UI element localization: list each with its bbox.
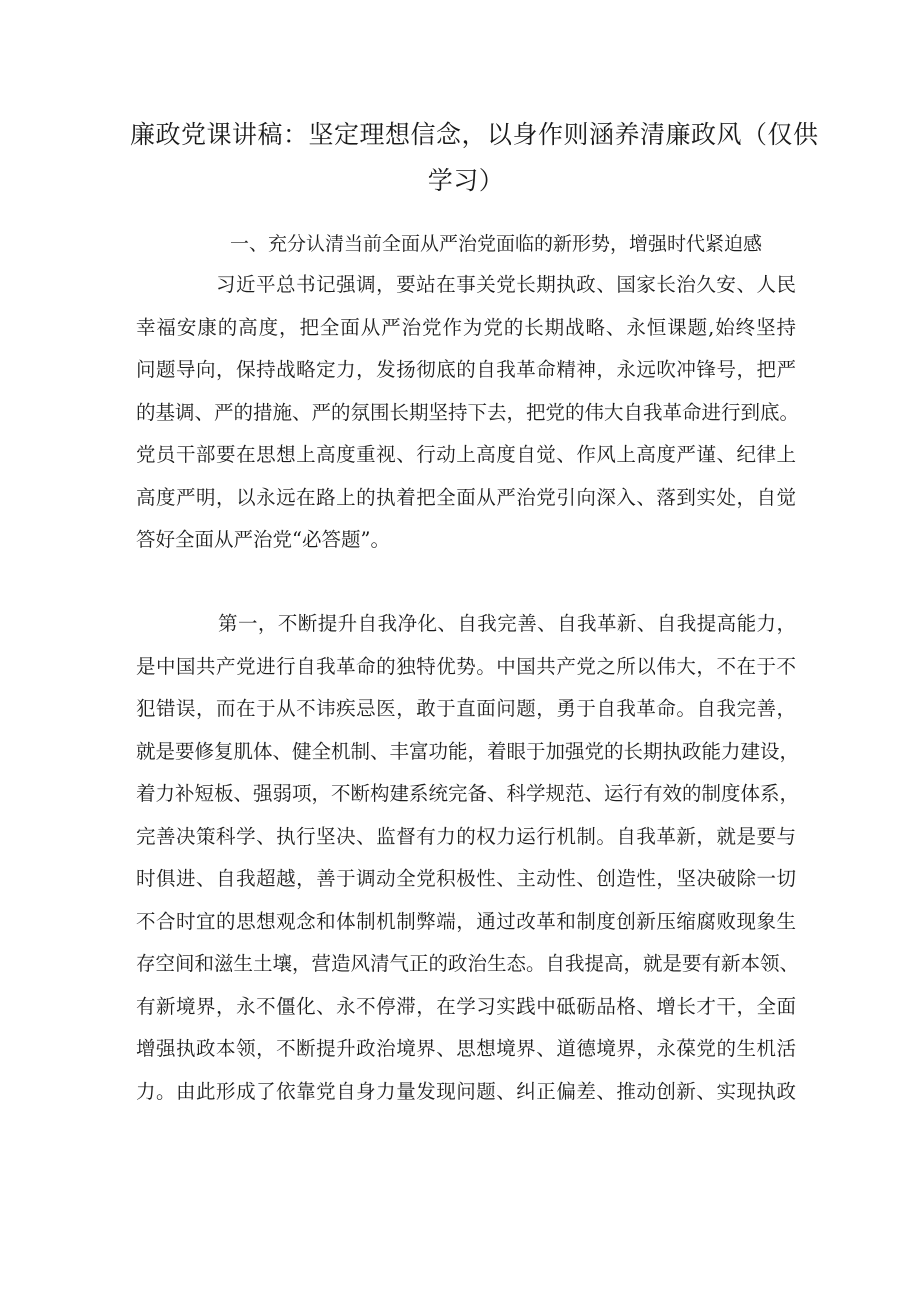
paragraph-line: 有新境界，永不僵化、永不停滞，在学习实践中砥砺品格、增长才干，全面 xyxy=(136,994,796,1018)
paragraph-line: 高度严明，以永远在路上的执着把全面从严治党引向深入、落到实处，自觉 xyxy=(136,485,796,509)
paragraph-line: 力。由此形成了依靠党自身力量发现问题、纠正偏差、推动创新、实现执政 xyxy=(136,1079,796,1103)
paragraph-line: 着力补短板、强弱项，不断构建系统完备、科学规范、运行有效的制度体系， xyxy=(136,782,800,805)
section-heading: 一、充分认清当前全面从严治党面临的新形势，增强时代紧迫感 xyxy=(230,233,763,255)
paragraph-1 xyxy=(136,264,800,562)
document-title xyxy=(130,112,819,204)
paragraph-line: 第一，不断提升自我净化、自我完善、自我革新、自我提高能力， xyxy=(218,612,796,635)
paragraph-line: 答好全面从严治党“必答题”。 xyxy=(136,528,390,551)
title-line: 学习） xyxy=(427,166,505,195)
paragraph-line: 幸福安康的高度，把全面从严治党作为党的长期战略、永恒课题,始终坚持 xyxy=(136,315,796,339)
paragraph-line: 习近平总书记强调，要站在事关党长期执政、国家长治久安、人民 xyxy=(216,273,796,296)
paragraph-2 xyxy=(136,603,800,1113)
paragraph-line: 时俱进、自我超越，善于调动全党积极性、主动性、创造性，坚决破除一切 xyxy=(136,867,796,890)
paragraph-line: 是中国共产党进行自我革命的独特优势。中国共产党之所以伟大，不在于不 xyxy=(136,654,796,678)
paragraph-line: 党员干部要在思想上高度重视、行动上高度自觉、作风上高度严谨、纪律上 xyxy=(136,443,796,466)
paragraph-line: 的基调、严的措施、严的氛围长期坚持下去，把党的伟大自我革命进行到底。 xyxy=(136,400,800,424)
paragraph-line: 不合时宜的思想观念和体制机制弊端，通过改革和制度创新压缩腐败现象生 xyxy=(136,909,796,933)
paragraph-line: 就是要修复肌体、健全机制、丰富功能，着眼于加强党的长期执政能力建设， xyxy=(136,739,800,763)
paragraph-line: 问题导向，保持战略定力，发扬彻底的自我革命精神，永远吹冲锋号，把严 xyxy=(136,358,796,381)
title-line: 廉政党课讲稿：坚定理想信念，以身作则涵养清廉政风（仅供 xyxy=(130,120,819,149)
paragraph-line: 犯错误，而在于从不讳疾忌医，敢于直面问题，勇于自我革命。自我完善， xyxy=(136,697,796,720)
paragraph-line: 存空间和滋生土壤，营造风清气正的政治生态。自我提高，就是要有新本领、 xyxy=(136,952,800,975)
paragraph-line: 完善决策科学、执行坚决、监督有力的权力运行机制。自我革新，就是要与 xyxy=(136,824,796,848)
paragraph-line: 增强执政本领，不断提升政治境界、思想境界、道德境界，永葆党的生机活 xyxy=(136,1037,796,1060)
